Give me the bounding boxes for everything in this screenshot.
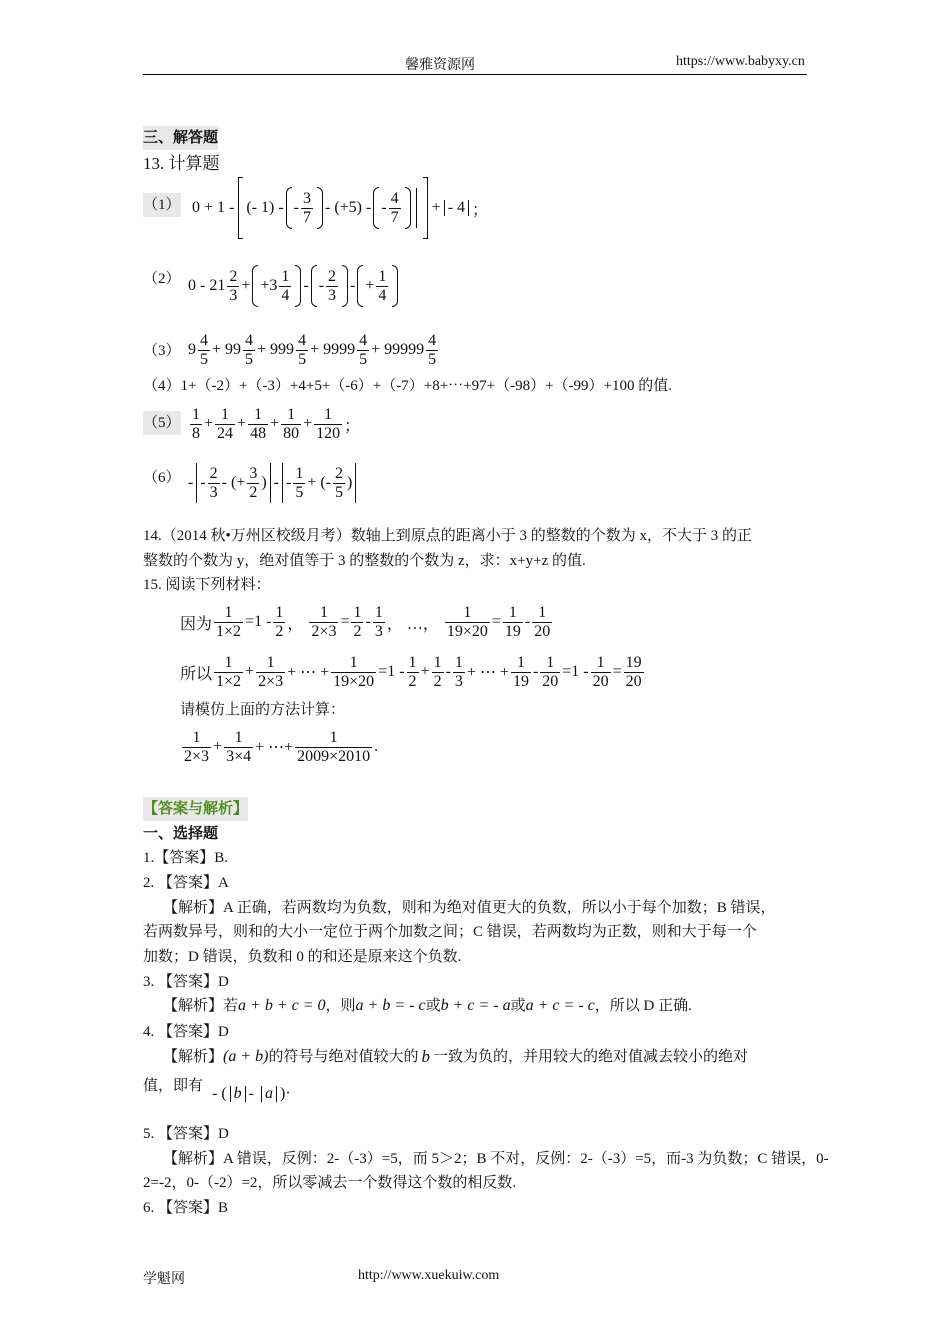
answer-4: 4. 【答案】D: [143, 1024, 229, 1040]
header-rule: [143, 74, 807, 75]
q13-p5-label: （5）: [143, 411, 181, 435]
answer-6: 6. 【答案】B: [143, 1200, 229, 1216]
q15-title: 15. 阅读下列材料：: [143, 577, 271, 593]
a3-eq1: a + b + c = 0: [238, 997, 326, 1014]
answer-1: 1.【答案】B.: [143, 850, 229, 866]
answer-3: 3. 【答案】D: [143, 974, 229, 990]
a3-mid: ，则: [325, 998, 356, 1014]
answers-sub: 一、选择题: [143, 826, 219, 842]
q15-because: 因为 $\frac{1}{1\times 2}$ =1 - $\frac{1}{2}$ ， $\frac{1}{2\times 3}$ = $\frac{1}{2}$ - $\frac{1}{3}$ ， …， $\frac{1}{19\times 20}$ = $\frac{1}{19}$ - $\frac{1}{20}$: [180, 603, 551, 640]
q13-p4: （4）1+（-2）+（-3）+4+5+（-6）+（-7）+8+⋯+97+（-98）+（-99）+100 的值.: [143, 378, 672, 394]
a3-pre: 【解析】若: [163, 998, 239, 1014]
answer-2-exp1: 【解析】A 正确，若两数均为负数，则和为绝对值更大的负数，所以小于每个加数；B 错误，: [163, 900, 776, 916]
a3-eq3: b + c = - a: [440, 997, 511, 1014]
answer-5-exp2: 2=-2，0-（-2）=2，所以零减去一个数得这个数的相反数.: [143, 1175, 517, 1191]
q15-task: $\frac{1}{2\times 3}$ + $\frac{1}{3\times 4}$ + ⋯+ $\frac{1}{2009\times 2010}$ .: [184, 728, 379, 765]
header-url: https://www.babyxy.cn: [676, 54, 805, 69]
q13-expr5: $\frac{1}{8}$ + $\frac{1}{24}$ + $\frac{1}{48}$ + $\frac{1}{80}$ + $\frac{1}{120}$ ；: [192, 405, 361, 442]
q13-expr2: 0 - 21 $\frac{2}{3}$ + +3 $\frac{1}{4}$ - - $\frac{2}{3}$ - + $\frac{1}{4}$: [188, 262, 400, 310]
answer-2: 2. 【答案】A: [143, 875, 229, 891]
q13-p6-label: （6）: [143, 470, 181, 486]
header-site: 馨雅资源网: [405, 58, 475, 73]
answer-5-exp1: 【解析】A 错误，反例：2-（-3）=5，而 5＞2；B 不对，反例：2-（-3）=5，而-3 为负数；C 错误，0-: [163, 1151, 829, 1167]
a4-mid: 的符号与绝对值较大的: [268, 1049, 419, 1065]
q13-expr1: 0 + 1 - (- 1) - - $\frac{3}{7}$ - (+5) - - $\frac{4}{7}$ + - 4 ；: [192, 180, 488, 236]
a4-expr: (a + b): [223, 1048, 269, 1065]
q15-because-label: 因为: [180, 615, 213, 633]
q14-line2: 整数的个数为 y，绝对值等于 3 的整数的个数为 z，求：x+y+z 的值.: [143, 553, 586, 569]
q15-so-label: 所以: [180, 665, 213, 683]
a3-eq4: a + c = - c: [525, 997, 595, 1014]
answer-5: 5. 【答案】D: [143, 1126, 229, 1142]
q13-p1-label: （1）: [143, 193, 181, 217]
answers-title: 【答案与解析】: [143, 797, 248, 821]
section-title: 三、解答题: [143, 126, 218, 150]
q13-title: 13. 计算题: [143, 154, 220, 173]
q13-p3-label: （3）: [143, 343, 181, 359]
footer-url: http://www.xuekuiw.com: [358, 1268, 500, 1283]
q15-imitate: 请模仿上面的方法计算：: [180, 702, 346, 718]
answer-4-line2: 值，即有: [143, 1078, 204, 1094]
a3-post: ，所以 D 正确.: [594, 998, 692, 1014]
a4-b: b: [421, 1047, 430, 1066]
q13-expr3: 9 $\frac{4}{5}$ + 99 $\frac{4}{5}$ + 999 $\frac{4}{5}$ + 9999 $\frac{4}{5}$ + 99999 $\frac{4}{5}$: [188, 331, 437, 368]
answer-4-formula: - ( b - a ) ·: [212, 1085, 291, 1102]
q13-p2-label: （2）: [143, 271, 181, 287]
q15-so: 所以 $\frac{1}{1\times 2}$ + $\frac{1}{2\times 3}$ + ⋯ + $\frac{1}{19\times 20}$ =1 - $\frac{1}{2}$ + $\frac{1}{2}$ - $\frac{1}{3}$ + ⋯ + $\frac{1}{19}$ - $\frac{1}{20}$ =1 - $\frac{1}{20}$ = $\frac{19}{20}$: [180, 653, 642, 690]
answer-2-exp2: 若两数异号，则和的大小一定位于两个加数之间；C 错误，若两数均为正数，则和大于每一个: [143, 924, 757, 940]
a4-post: 一致为负的，并用较大的绝对值减去较小的绝对: [432, 1049, 748, 1065]
q14-line1: 14.（2014 秋•万州区校级月考）数轴上到原点的距离小于 3 的整数的个数为 x，不大于 3 的正: [143, 528, 753, 544]
answer-2-exp3: 加数；D 错误，负数和 0 的和还是原来这个负数.: [143, 949, 462, 965]
a3-eq2: a + b = - c: [355, 997, 426, 1014]
a4-pre: 【解析】: [163, 1049, 224, 1065]
footer-site: 学魁网: [143, 1272, 185, 1287]
answer-4-exp: [163, 1045, 748, 1069]
a3-or2: 或: [510, 998, 526, 1014]
q13-expr6: - - $\frac{2}{3}$ - (+ $\frac{3}{2}$ ) - - $\frac{1}{5}$ + (- $\frac{2}{5}$ ): [188, 458, 359, 508]
a3-or1: 或: [425, 998, 441, 1014]
answer-3-exp: [163, 994, 692, 1018]
